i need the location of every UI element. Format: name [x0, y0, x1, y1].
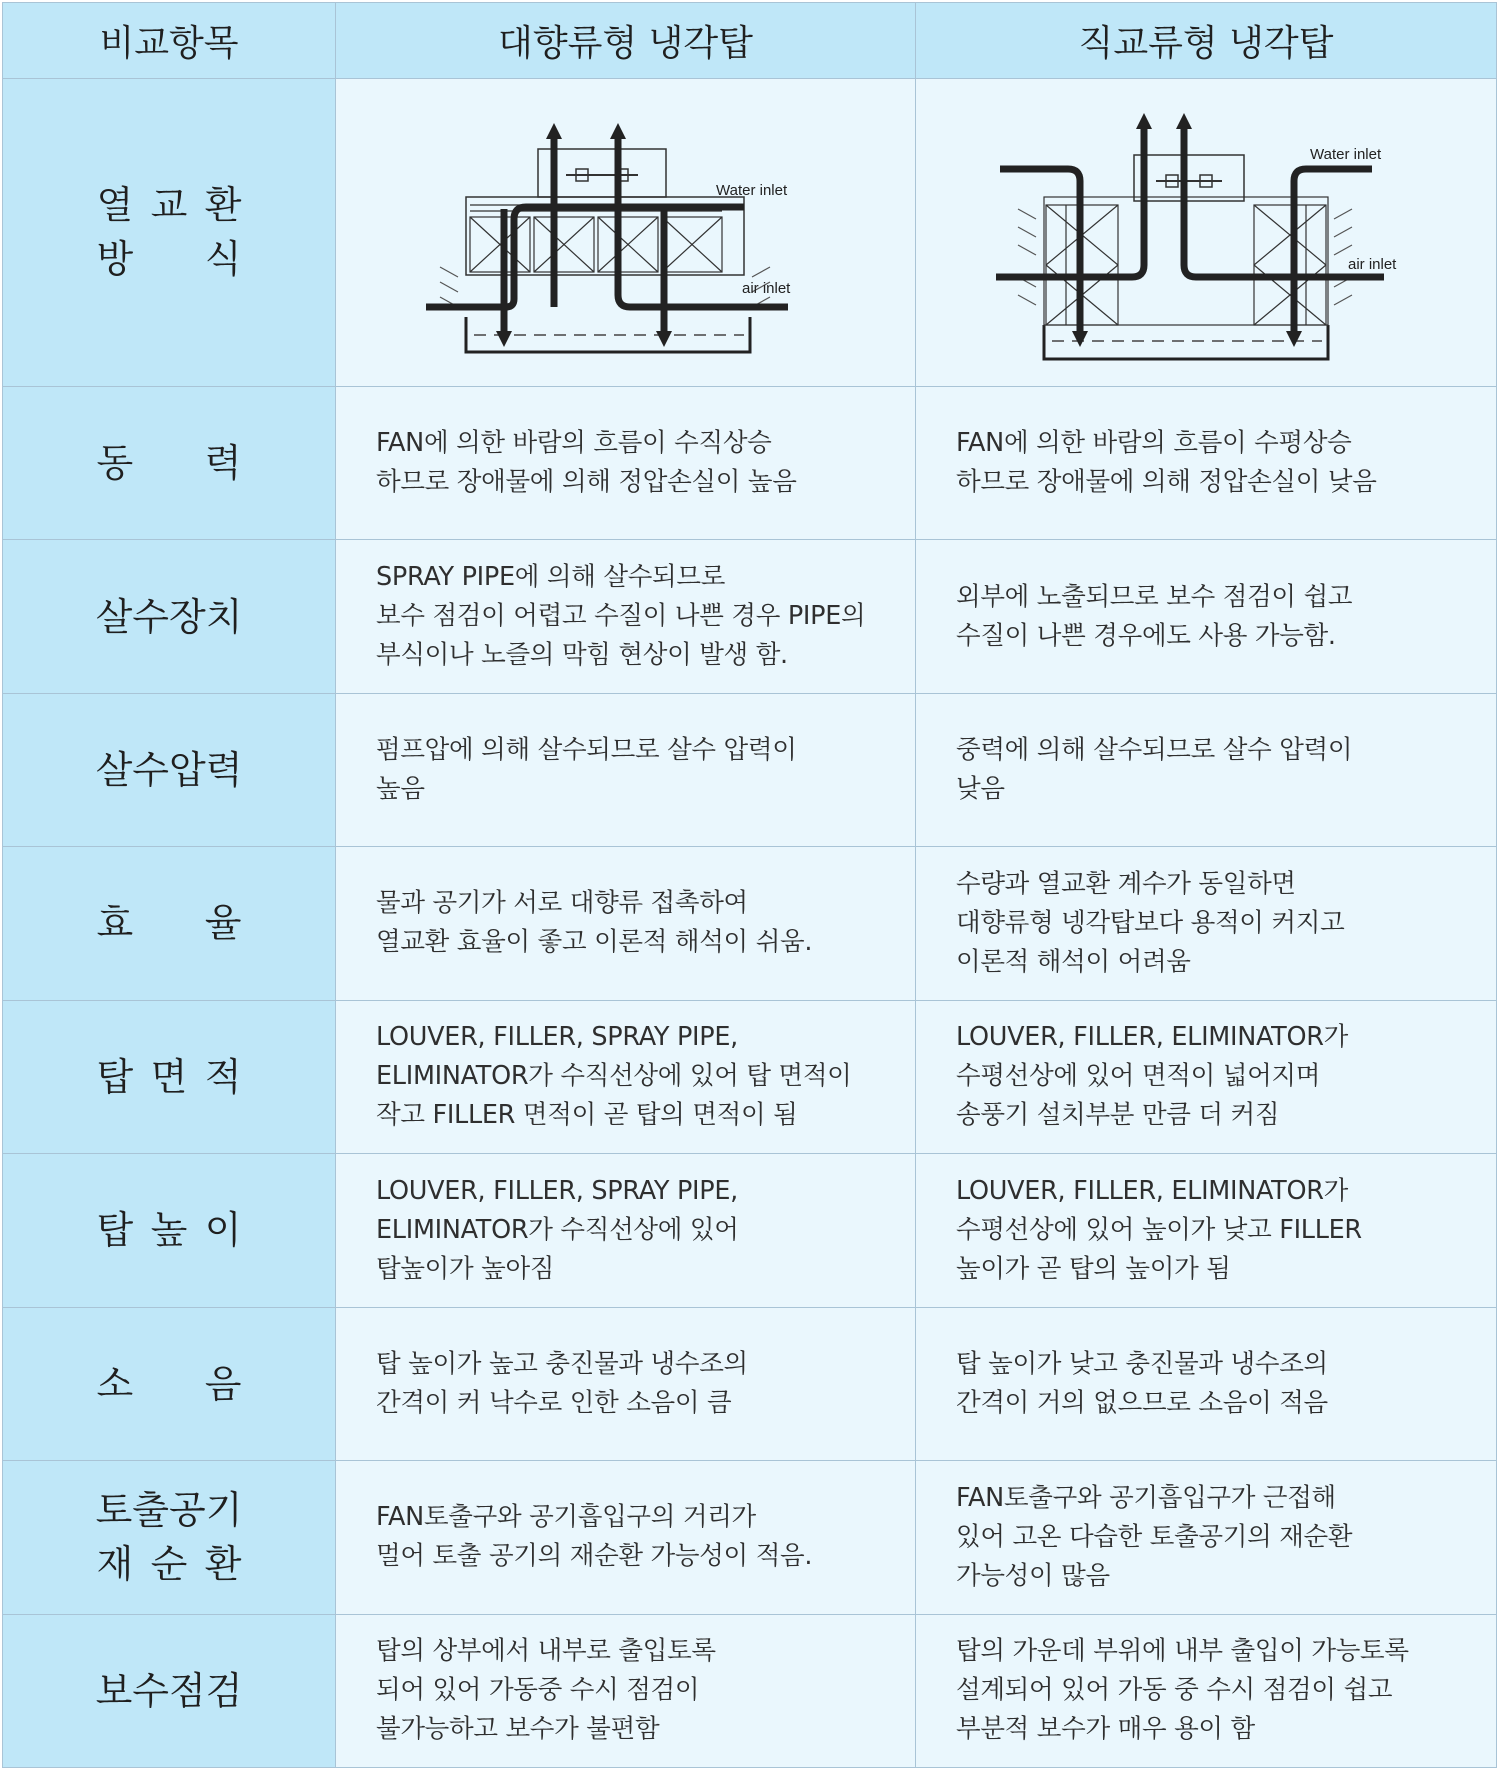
header-counterflow: 대향류형 냉각탑	[336, 3, 916, 79]
crossflow-cell	[916, 540, 1497, 693]
label-text: 보수점검	[95, 1668, 243, 1713]
cell-line: 펌프압에 의해 살수되므로 살수 압력이	[376, 735, 797, 766]
cell-line: SPRAY PIPE에 의해 살수되므로	[376, 562, 726, 593]
header-crossflow: 직교류형 냉각탑	[916, 3, 1497, 79]
cell-line: 낮음	[956, 774, 1005, 805]
row-label	[3, 1000, 336, 1153]
cell-line: 높음	[376, 774, 425, 805]
cell-line: 하므로 장애물에 의해 정압손실이 높음	[376, 467, 797, 498]
row-label	[3, 1307, 336, 1460]
label-glyph: 적	[204, 1054, 242, 1099]
row-power	[3, 386, 1497, 539]
label-glyph: 재	[96, 1542, 134, 1587]
label-glyph: 환	[204, 1542, 242, 1587]
basin	[1044, 325, 1328, 359]
crossflow-cell	[916, 1307, 1497, 1460]
label-glyph: 력	[204, 441, 242, 486]
row-label	[3, 693, 336, 846]
label-glyph: 교	[150, 183, 188, 228]
cell-line: 간격이 거의 없으므로 소음이 적음	[956, 1387, 1328, 1418]
row-heat-exchange	[3, 79, 1497, 387]
cell-line: LOUVER, FILLER, ELIMINATOR가	[956, 1175, 1348, 1206]
cell-line: 이론적 해석이 어려움	[956, 946, 1191, 977]
cell-line: ELIMINATOR가 수직선상에 있어	[376, 1214, 739, 1245]
row-label	[3, 540, 336, 693]
row-label	[3, 1154, 336, 1307]
cell-line: 간격이 커 낙수로 인한 소음이 큼	[376, 1387, 732, 1418]
label-glyph: 효	[96, 901, 134, 946]
row-tower-height	[3, 1154, 1497, 1307]
label-glyph: 율	[204, 901, 242, 946]
cell-line: 수질이 나쁜 경우에도 사용 가능함.	[956, 620, 1336, 651]
counterflow-cell	[336, 1614, 916, 1767]
cell-line: 탑의 가운데 부위에 내부 출입이 가능토록	[956, 1636, 1409, 1667]
counterflow-diagram	[416, 97, 836, 367]
counterflow-cell	[336, 386, 916, 539]
label-line	[97, 436, 242, 490]
crossflow-cell	[916, 1000, 1497, 1153]
counterflow-cell	[336, 1154, 916, 1307]
cell-line: 있어 고온 다습한 토출공기의 재순환	[956, 1521, 1353, 1552]
cell-line: 송풍기 설치부분 만큼 더 커짐	[956, 1100, 1280, 1131]
label-glyph: 음	[204, 1361, 242, 1406]
row-noise	[3, 1307, 1497, 1460]
cell-line: LOUVER, FILLER, SPRAY PIPE,	[376, 1175, 738, 1206]
flow-arrowheads	[496, 123, 672, 347]
cell-line: LOUVER, FILLER, ELIMINATOR가	[956, 1022, 1348, 1053]
cell-line: 수평선상에 있어 면적이 넓어지며	[956, 1061, 1321, 1092]
label-glyph: 열	[96, 183, 134, 228]
cell-line: 탑 높이가 높고 충진물과 냉수조의	[376, 1348, 748, 1379]
crossflow-diagram-cell	[916, 79, 1497, 387]
row-label	[3, 79, 336, 387]
counterflow-diagram-cell	[336, 79, 916, 387]
crossflow-cell	[916, 1614, 1497, 1767]
louvers	[440, 267, 770, 307]
air-inlet-label: air inlet	[741, 280, 790, 298]
label-glyph: 방	[96, 237, 134, 282]
air-inlet-label: air inlet	[1348, 256, 1397, 274]
cell-line: 탑 높이가 낮고 충진물과 냉수조의	[956, 1348, 1328, 1379]
header-row	[3, 3, 1497, 79]
counterflow-cell	[336, 693, 916, 846]
label-line	[97, 1537, 242, 1591]
cell-line: 외부에 노출되므로 보수 점검이 쉽고	[956, 581, 1353, 612]
cell-line: 중력에 의해 살수되므로 살수 압력이	[956, 735, 1353, 766]
label-text: 토출공기	[95, 1488, 243, 1533]
crossflow-cell	[916, 1461, 1497, 1614]
row-tower-area	[3, 1000, 1497, 1153]
row-recirculation	[3, 1461, 1497, 1614]
label-glyph: 면	[150, 1054, 188, 1099]
cell-line: 가능성이 많음	[956, 1560, 1110, 1591]
label-line	[97, 1203, 242, 1257]
cell-line: ELIMINATOR가 수직선상에 있어 탑 면적이	[376, 1061, 852, 1092]
cell-line: FAN토출구와 공기흡입구의 거리가	[376, 1502, 756, 1533]
cell-line: 설계되어 있어 가동 중 수시 점검이 쉽고	[956, 1675, 1393, 1706]
cell-line: 불가능하고 보수가 불편함	[376, 1714, 660, 1745]
label-glyph: 환	[204, 183, 242, 228]
row-label	[3, 847, 336, 1000]
row-spray-device	[3, 540, 1497, 693]
counterflow-cell	[336, 1307, 916, 1460]
cell-line: 되어 있어 가동중 수시 점검이	[376, 1675, 700, 1706]
counterflow-cell	[336, 1000, 916, 1153]
label-glyph: 높	[150, 1208, 188, 1253]
label-glyph: 식	[204, 237, 242, 282]
cell-line: 열교환 효율이 좋고 이론적 해석이 쉬움.	[376, 927, 813, 958]
label-text: 살수압력	[95, 748, 243, 793]
counterflow-cell	[336, 1461, 916, 1614]
fill-packs	[470, 205, 722, 272]
cell-line: 수량과 열교환 계수가 동일하면	[956, 868, 1296, 899]
row-label	[3, 1461, 336, 1614]
row-efficiency	[3, 847, 1497, 1000]
row-label	[3, 1614, 336, 1767]
cell-line: 멀어 토출 공기의 재순환 가능성이 적음.	[376, 1541, 813, 1572]
cell-line: 작고 FILLER 면적이 곧 탑의 면적이 됨	[376, 1100, 798, 1131]
flow-lines	[426, 137, 788, 333]
cell-line: FAN토출구와 공기흡입구가 근접해	[956, 1482, 1336, 1513]
right-fill	[1254, 205, 1326, 325]
water-inlet-label: Water inlet	[715, 182, 787, 200]
label-line	[97, 1050, 242, 1104]
header-comparison-item: 비교항목	[3, 3, 336, 79]
label-glyph: 소	[96, 1361, 134, 1406]
label-glyph: 탑	[96, 1054, 134, 1099]
crossflow-cell	[916, 1154, 1497, 1307]
cell-line: 하므로 장애물에 의해 정압손실이 낮음	[956, 467, 1377, 498]
crossflow-cell	[916, 693, 1497, 846]
cell-line: 탑높이가 높아짐	[376, 1253, 555, 1284]
crossflow-diagram	[996, 97, 1416, 367]
crossflow-cell	[916, 386, 1497, 539]
cell-line: 부식이나 노즐의 막힘 현상이 발생 함.	[376, 640, 788, 671]
label-line	[97, 896, 242, 950]
water-inlet-label: Water inlet	[1310, 146, 1382, 164]
label-glyph: 순	[150, 1542, 188, 1587]
label-glyph: 탑	[96, 1208, 134, 1253]
counterflow-cell	[336, 540, 916, 693]
label-line	[97, 1357, 242, 1411]
label-line	[97, 232, 242, 286]
label-line	[97, 178, 242, 232]
crossflow-cell	[916, 847, 1497, 1000]
cell-line: FAN에 의한 바람의 흐름이 수평상승	[956, 428, 1352, 459]
row-label	[3, 386, 336, 539]
cell-line: LOUVER, FILLER, SPRAY PIPE,	[376, 1022, 738, 1053]
label-glyph: 동	[96, 441, 134, 486]
cell-line: 보수 점검이 어렵고 수질이 나쁜 경우 PIPE의	[376, 601, 866, 632]
counterflow-cell	[336, 847, 916, 1000]
cooling-tower-comparison-table	[2, 2, 1497, 1768]
fan-stack	[1134, 155, 1244, 201]
row-maintenance	[3, 1614, 1497, 1767]
label-glyph: 이	[204, 1208, 242, 1253]
cell-line: 수평선상에 있어 높이가 낮고 FILLER	[956, 1214, 1362, 1245]
cell-line: 탑의 상부에서 내부로 출입토록	[376, 1636, 716, 1667]
label-text: 살수장치	[95, 594, 243, 639]
cell-line: 부분적 보수가 매우 용이 함	[956, 1714, 1255, 1745]
cell-line: 높이가 곧 탑의 높이가 됨	[956, 1253, 1231, 1284]
cell-line: FAN에 의한 바람의 흐름이 수직상승	[376, 428, 772, 459]
cell-line: 대향류형 넹각탑보다 용적이 커지고	[956, 907, 1345, 938]
row-spray-pressure	[3, 693, 1497, 846]
cell-line: 물과 공기가 서로 대향류 접촉하여	[376, 888, 748, 919]
